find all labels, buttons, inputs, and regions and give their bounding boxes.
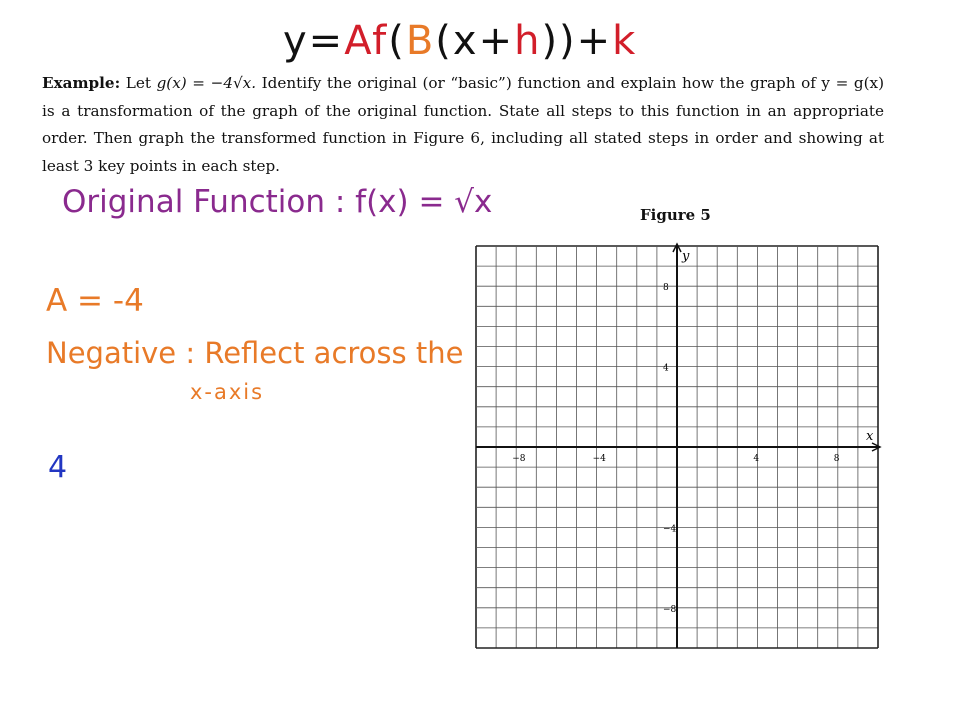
- problem-text: Identify the original (or “basic”) function and explain how the graph of y = g(x) is a transformation of the graph of the original function. State all steps to this function in an appropriate order. Then graph the transformed function in Figure 6, including all stated steps in order and showing at least 3 key points in each step.: [42, 74, 885, 175]
- formula-plus-2: +: [576, 18, 613, 64]
- formula-paren-open-1: (: [388, 18, 406, 64]
- problem-let: Let: [125, 74, 151, 92]
- example-label: Example:: [42, 74, 121, 92]
- formula-f: f: [372, 18, 389, 64]
- x-tick-label: 4: [753, 454, 760, 464]
- x-axis-label: x: [866, 429, 874, 444]
- formula-paren-close-1: ): [559, 18, 577, 64]
- y-axis-label: y: [682, 249, 690, 264]
- negative-note: Negative : Reflect across the: [46, 336, 464, 370]
- formula-A: A: [344, 18, 373, 64]
- problem-statement: [42, 70, 884, 180]
- formula-k: k: [612, 18, 638, 64]
- formula-y: y: [283, 18, 309, 64]
- coordinate-grid: [470, 240, 890, 660]
- formula-h: h: [514, 18, 542, 64]
- figure-title: Figure 5: [640, 206, 711, 224]
- x-tick-label: −8: [512, 454, 526, 464]
- formula-paren-close-2: ): [541, 18, 560, 64]
- formula-B: B: [405, 18, 436, 64]
- y-tick-labels: [663, 283, 677, 615]
- formula-paren-open-2: (: [435, 18, 453, 64]
- x-tick-label: −4: [592, 454, 606, 464]
- y-tick-label: 8: [663, 283, 669, 294]
- transformation-formula: [283, 18, 637, 64]
- formula-equals: =: [308, 18, 345, 64]
- a-value-note: A = -4: [46, 283, 144, 319]
- problem-function: g(x) = −4√x.: [156, 74, 257, 92]
- four-note: 4: [48, 450, 68, 485]
- y-tick-label: −4: [663, 524, 677, 535]
- original-function-note: Original Function : f(x) = √x: [62, 184, 493, 220]
- formula-x: x: [452, 18, 479, 64]
- y-tick-label: 4: [663, 363, 669, 374]
- x-axis-note: x-axis: [190, 380, 265, 404]
- x-tick-label: 8: [833, 454, 840, 464]
- formula-plus-1: +: [478, 18, 515, 64]
- y-tick-label: −8: [663, 604, 677, 615]
